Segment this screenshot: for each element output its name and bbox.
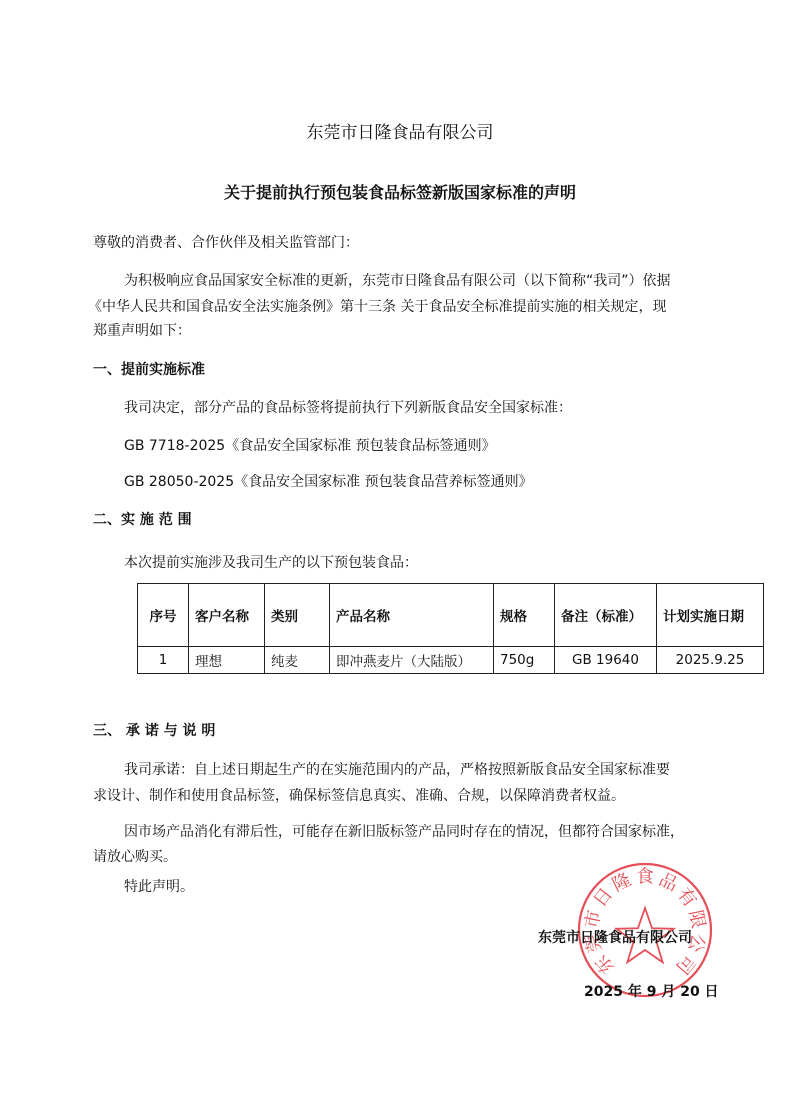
section3-line: 请放心购买。 xyxy=(93,849,177,865)
intro-line: 郑重声明如下： xyxy=(93,323,191,339)
header-cell: 计划实施日期 xyxy=(657,584,764,647)
section2-text: 本次提前实施涉及我司生产的以下预包装食品： xyxy=(124,555,418,571)
cell: 1 xyxy=(138,647,189,674)
intro-line: 《中华人民共和国食品安全法实施条例》第十三条 关于食品安全标准提前实施的相关规定，现 xyxy=(88,299,667,315)
header-cell: 序号 xyxy=(138,584,189,647)
table-header-row xyxy=(138,584,764,647)
salutation: 尊敬的消费者、合作伙伴及相关监管部门： xyxy=(93,235,359,251)
standard-item: GB 28050-2025《食品安全国家标准 预包装食品营养标签通则》 xyxy=(124,474,533,490)
closing: 特此声明。 xyxy=(124,879,194,895)
cell: 即冲燕麦片（大陆版） xyxy=(330,647,494,674)
product-table xyxy=(137,583,764,674)
section3-heading: 三、 承 诺 与 说 明 xyxy=(93,723,216,739)
signature-date: 2025 年 9 月 20 日 xyxy=(584,984,719,1000)
cell: 理想 xyxy=(189,647,265,674)
section3-line: 求设计、制作和使用食品标签，确保标签信息真实、准确、合规，以保障消费者权益。 xyxy=(93,788,625,804)
header-cell: 规格 xyxy=(494,584,555,647)
intro-line: 为积极响应食品国家安全标准的更新，东莞市日隆食品有限公司（以下简称“我司”）依据 xyxy=(124,273,671,289)
section1-heading: 一、提前实施标准 xyxy=(93,362,205,378)
cell: 纯麦 xyxy=(265,647,330,674)
cell: 750g xyxy=(494,647,555,674)
cell: 2025.9.25 xyxy=(657,647,764,674)
section1-text: 我司决定，部分产品的食品标签将提前执行下列新版食品安全国家标准： xyxy=(124,400,572,416)
cell: GB 19640 xyxy=(555,647,657,674)
section3-line: 我司承诺：自上述日期起生产的在实施范围内的产品，严格按照新版食品安全国家标准要 xyxy=(124,762,670,778)
header-cell: 类别 xyxy=(265,584,330,647)
table-row xyxy=(138,647,764,674)
header-cell: 备注（标准） xyxy=(555,584,657,647)
signature-company: 东莞市日隆食品有限公司 xyxy=(538,930,692,946)
header-cell: 客户名称 xyxy=(189,584,265,647)
standard-item: GB 7718-2025《食品安全国家标准 预包装食品标签通则》 xyxy=(124,438,496,454)
page-title: 关于提前执行预包装食品标签新版国家标准的声明 xyxy=(223,183,576,202)
section3-line: 因市场产品消化有滞后性，可能存在新旧版标签产品同时存在的情况，但都符合国家标准， xyxy=(124,824,684,840)
company-header: 东莞市日隆食品有限公司 xyxy=(306,123,494,143)
section2-heading: 二、实 施 范 围 xyxy=(93,512,192,528)
header-cell: 产品名称 xyxy=(330,584,494,647)
